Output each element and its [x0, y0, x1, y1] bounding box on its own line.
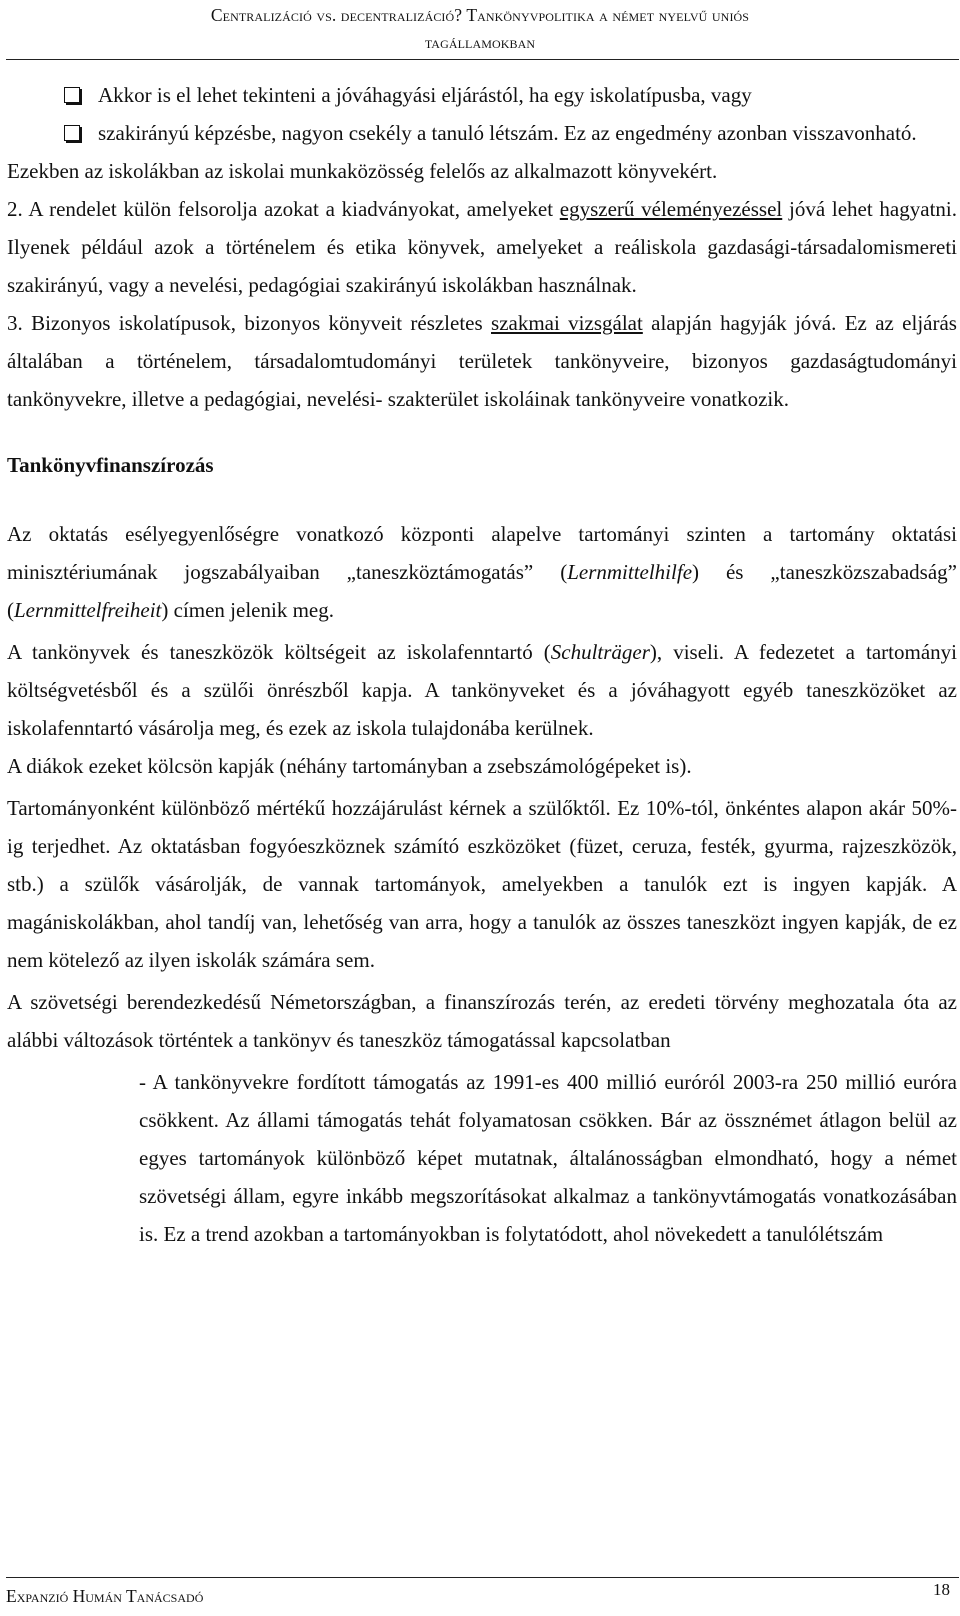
italic-term: Lernmittelfreiheit: [14, 598, 162, 622]
header-rule: [6, 59, 959, 60]
text-run: ), viseli. A fedezetet a tartományi költségvetésből és a szülői önrészből kapja. A tankönyveket és a jóváhagyott egyéb taneszközöket az iskolafenntartó vásárolja meg, és ezek az iskola tulajdonába kerülnek.: [7, 640, 957, 740]
italic-term: Schulträger: [550, 640, 650, 664]
page-number: 18: [933, 1580, 950, 1599]
footer-publisher: Expanzió Humán Tanácsadó: [6, 1586, 204, 1606]
paragraph: A szövetségi berendezkedésű Németországban, a finanszírozás terén, az eredeti törvény meghozatala óta az alábbi változások történtek a tankönyv és taneszköz támogatással kapcsolatban: [7, 990, 957, 1052]
running-header: [10, 2, 950, 56]
footer-rule: [6, 1577, 959, 1578]
running-header-line-1: Centralizáció vs. decentralizáció? Tankönyvpolitika a német nyelvű uniós: [210, 5, 750, 25]
paragraph: A diákok ezeket kölcsön kapják (néhány tartományban a zsebszámológépeket is).: [7, 754, 692, 778]
italic-term: Lernmittelhilfe: [567, 560, 693, 584]
text-run: A tankönyvek és taneszközök költségeit az iskolafenntartó (: [7, 640, 551, 664]
checkbox-bullet-icon: [64, 87, 80, 103]
bullet-item: [7, 76, 957, 114]
document-body: [7, 76, 957, 1253]
text-run: ) és „taneszközszabadság” (: [7, 560, 957, 622]
paragraph-rule-2: [7, 190, 957, 304]
text-run: 3. Bizonyos iskolatípusok, bizonyos könyveit részletes: [7, 311, 492, 335]
bullet-text: Akkor is el lehet tekinteni a jóváhagyási eljárástól, ha egy iskolatípusba, vagy: [98, 83, 752, 107]
text-run: alapján hagyják jóvá. Ez az eljárás általában a történelem, társadalomtudományi területek tankönyveire, bizonyos gazdaságtudományi tankönyvekre, illetve a pedagógiai, nevelési- szakterület iskoláinak tankönyveire vonatkozik.: [7, 311, 957, 411]
underlined-term: egyszerű véleményezéssel: [559, 197, 783, 221]
section-heading: Tankönyvfinanszírozás: [7, 453, 214, 477]
text-run: 2. A rendelet külön felsorolja azokat a kiadványokat, amelyeket: [7, 197, 560, 221]
paragraph: Tartományonként különböző mértékű hozzájárulást kérnek a szülőktől. Ez 10%-tól, önkéntes alapon akár 50%-ig terjedhet. Az oktatásban fogyóeszköznek számító eszközöket (füzet, ceruza, festék, gyurma, rajzeszközök, stb.) a szülők vásárolják, de vannak tartományok, amelyekben a tanulók ezt is ingyen kapják. A magániskolákban, ahol tandíj van, lehetőség van arra, hogy a tanulók az összes taneszközt ingyen kapják, de ez nem kötelező az ilyen iskolák számára sem.: [7, 796, 957, 972]
underlined-term: szakmai vizsgálat: [491, 311, 643, 335]
bullet-item: [7, 114, 957, 152]
dash-list-item: - A tankönyvekre fordított támogatás az 1991-es 400 millió euróról 2003-ra 250 millió euróra csökkent. Az állami támogatás tehát folyamatosan csökken. Bár az össznémet átlagon belül az egyes tartományok különböző képet mutatnak, általánosságban elmondható, hogy a német szövetségi állam, egyre inkább megszorításokat alkalmaz a tankönyvtámogatás vonatkozásában is. Ez a trend azokban a tartományokban is folytatódott, ahol növekedett a tanulólétszám: [139, 1070, 957, 1246]
bullet-text: szakirányú képzésbe, nagyon csekély a tanuló létszám. Ez az engedmény azonban visszavonható.: [98, 121, 917, 145]
paragraph: [7, 515, 957, 629]
checkbox-bullet-icon: [64, 125, 80, 141]
text-run: ) címen jelenik meg.: [161, 598, 334, 622]
paragraph: Ezekben az iskolákban az iskolai munkaközösség felelős az alkalmazott könyvekért.: [7, 159, 718, 183]
paragraph-rule-3: [7, 304, 957, 418]
text-run: Az oktatás esélyegyenlőségre vonatkozó központi alapelve tartományi szinten a tartomány oktatási minisztériumának jogszabályaiban „taneszköztámogatás” (: [7, 522, 957, 584]
paragraph: [7, 633, 957, 747]
text-run: jóvá lehet hagyatni. Ilyenek például azok a történelem és etika könyvek, amelyeket a reáliskola gazdasági-társadalomismereti szakirányú, vagy a nevelési, pedagógiai szakirányú iskolákban használnak.: [7, 197, 957, 297]
running-header-line-2: tagállamokban: [424, 32, 536, 52]
